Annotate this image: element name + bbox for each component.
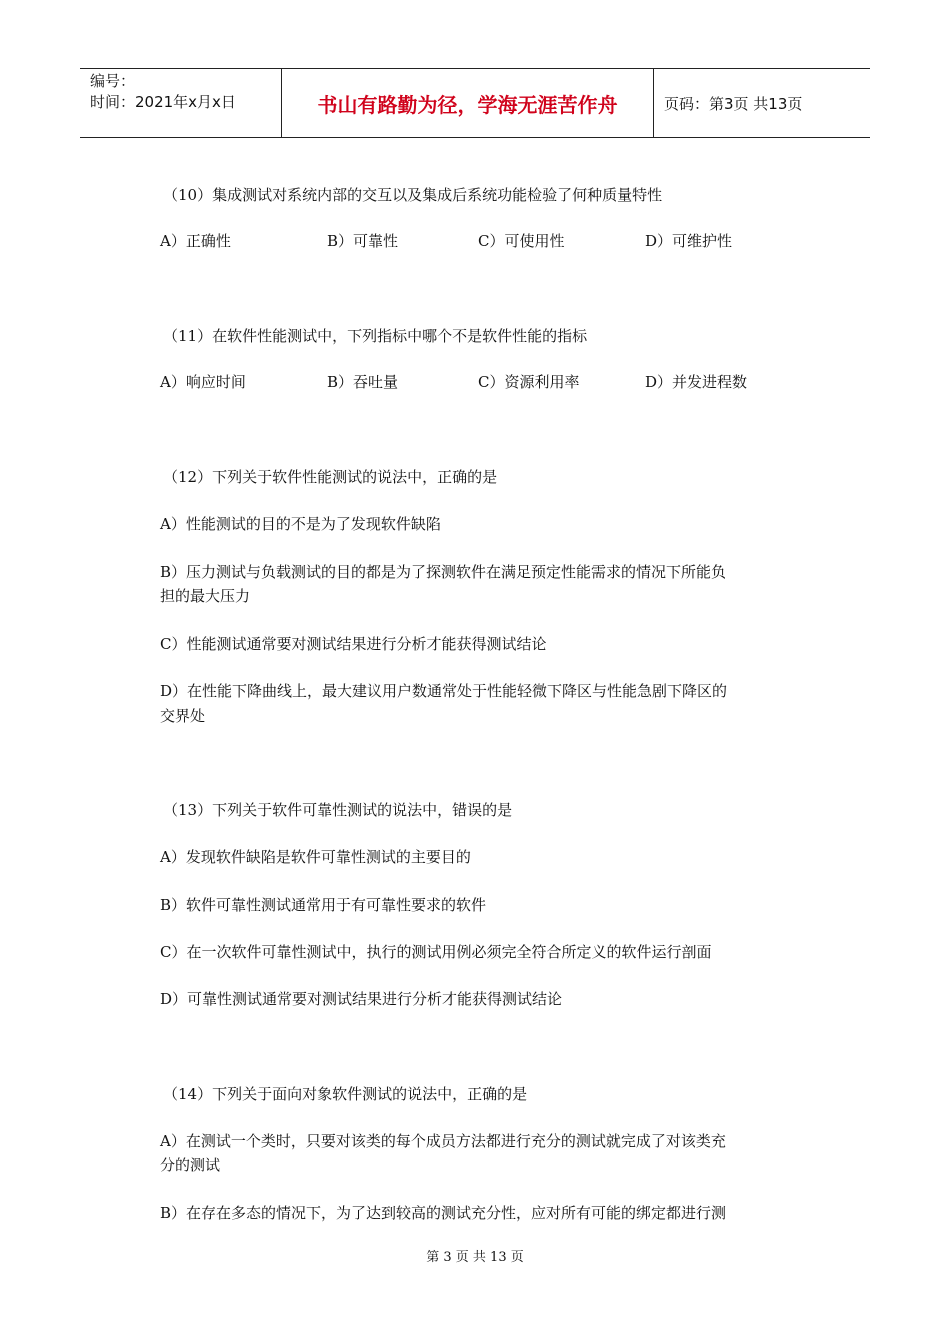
question-12-option-c: C）性能测试通常要对测试结果进行分析才能获得测试结论 — [160, 635, 547, 653]
question-12-option-b-line2: 担的最大压力 — [160, 587, 251, 605]
question-13-option-d: D）可靠性测试通常要对测试结果进行分析才能获得测试结论 — [160, 990, 563, 1008]
question-14-stem: （14）下列关于面向对象软件测试的说法中，正确的是 — [163, 1085, 528, 1103]
question-11-stem: （11）在软件性能测试中，下列指标中哪个不是软件性能的指标 — [163, 327, 588, 345]
question-10-option-a: A）正确性 — [160, 232, 231, 250]
question-13-option-c: C）在一次软件可靠性测试中，执行的测试用例必须完全符合所定义的软件运行剖面 — [160, 943, 712, 961]
page-footer: 第 3 页 共 13 页 — [426, 1250, 524, 1265]
question-11-option-d: D）并发进程数 — [645, 373, 748, 391]
question-11-option-c: C）资源利用率 — [478, 373, 580, 391]
header-page-info: 页码：第3页 共13页 — [664, 94, 803, 113]
header-motto: 书山有路勤为径，学海无涯苦作舟 — [282, 69, 654, 137]
question-10-option-b: B）可靠性 — [327, 232, 399, 250]
question-13-stem: （13）下列关于软件可靠性测试的说法中，错误的是 — [163, 801, 513, 819]
question-10-option-c: C）可使用性 — [478, 232, 565, 250]
header-meta — [80, 69, 282, 137]
question-14-option-b-line1: B）在存在多态的情况下，为了达到较高的测试充分性，应对所有可能的绑定都进行测 — [160, 1204, 727, 1222]
question-13-option-a: A）发现软件缺陷是软件可靠性测试的主要目的 — [160, 848, 471, 866]
date-label: 时间：2021年x月x日 — [90, 93, 236, 111]
question-12-stem: （12）下列关于软件性能测试的说法中，正确的是 — [163, 468, 498, 486]
question-10-option-d: D）可维护性 — [645, 232, 733, 250]
question-11-option-a: A）响应时间 — [160, 373, 246, 391]
question-14-option-a-line1: A）在测试一个类时，只要对该类的每个成员方法都进行充分的测试就完成了对该类充 — [160, 1132, 726, 1150]
question-14-option-a-line2: 分的测试 — [160, 1156, 221, 1174]
question-13-option-b: B）软件可靠性测试通常用于有可靠性要求的软件 — [160, 896, 487, 914]
question-12-option-d-line2: 交界处 — [160, 707, 206, 725]
question-11-option-b: B）吞吐量 — [327, 373, 399, 391]
question-12-option-d-line1: D）在性能下降曲线上，最大建议用户数通常处于性能轻微下降区与性能急剧下降区的 — [160, 682, 728, 700]
serial-label: 编号： — [90, 72, 136, 90]
question-12-option-a: A）性能测试的目的不是为了发现软件缺陷 — [160, 515, 441, 533]
page-header — [80, 68, 870, 138]
question-12-option-b-line1: B）压力测试与负载测试的目的都是为了探测软件在满足预定性能需求的情况下所能负 — [160, 563, 727, 581]
question-10-stem: （10）集成测试对系统内部的交互以及集成后系统功能检验了何种质量特性 — [163, 186, 663, 204]
